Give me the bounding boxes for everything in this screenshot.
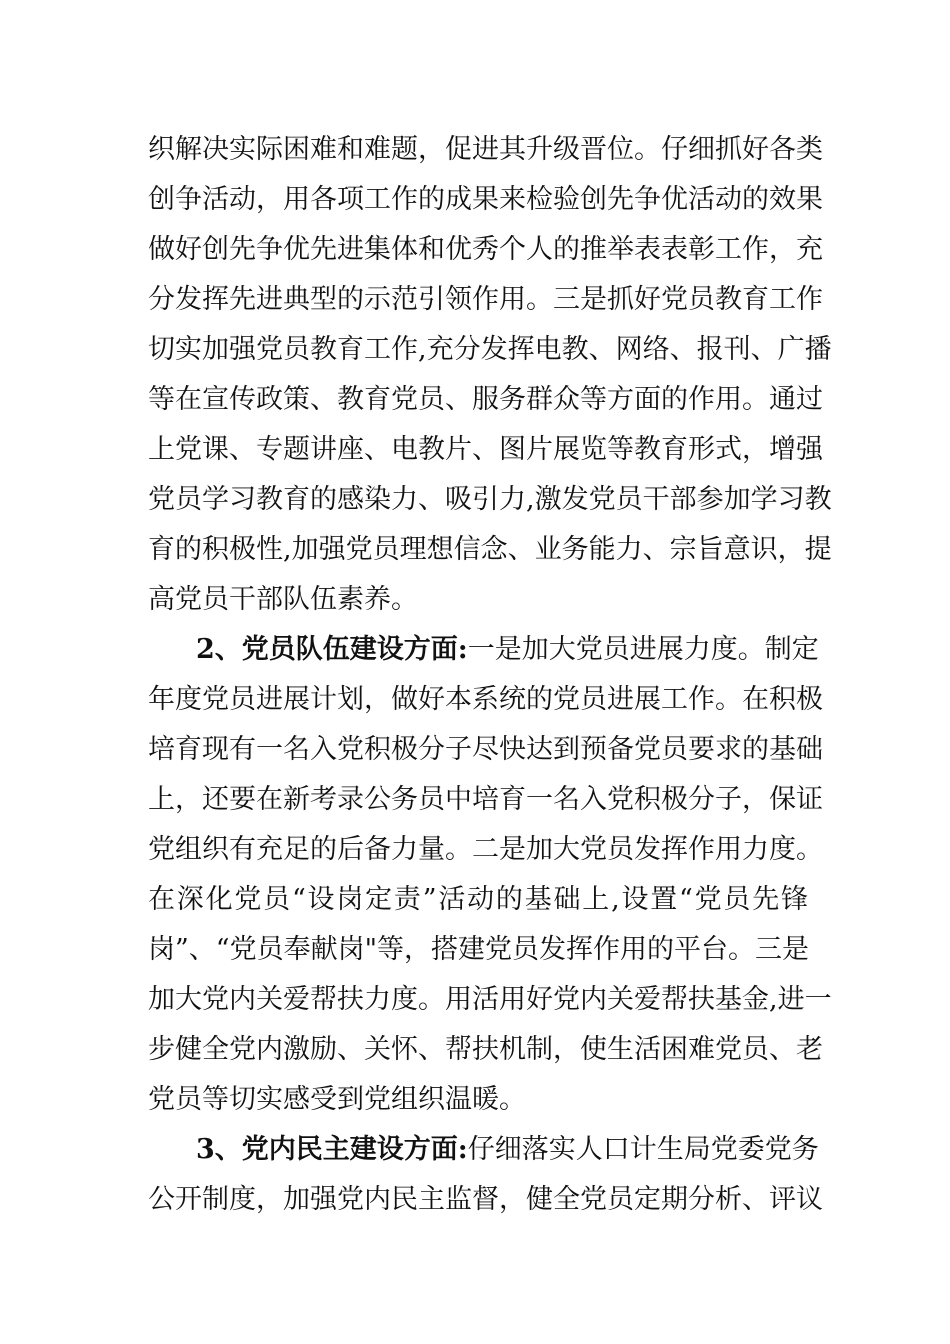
paragraph2-line-10: 党员等切实感受到党组织温暖。 xyxy=(148,1084,526,1115)
paragraph3-line-2: 公开制度，加强党内民主监督，健全党员定期分析、评议 xyxy=(148,1184,823,1215)
paragraph1-line-7: 上党课、专题讲座、电教片、图片展览等教育形式，增强 xyxy=(148,434,823,465)
paragraph1-line-6: 等在宣传政策、教育党员、服务群众等方面的作用。通过 xyxy=(148,384,823,415)
paragraph1-line-3: 做好创先争优先进集体和优秀个人的推举表表彰工作，充 xyxy=(148,234,823,265)
paragraph2-first-line xyxy=(196,633,819,667)
paragraph2-first-line-text: 一是加大党员进展力度。制定 xyxy=(467,634,819,665)
paragraph2-line-5: 党组织有充足的后备力量。二是加大党员发挥作用力度。 xyxy=(148,834,823,865)
paragraph1-line-5: 切实加强党员教育工作,充分发挥电教、网络、报刊、广播 xyxy=(148,334,832,365)
paragraph2-line-2: 年度党员进展计划，做好本系统的党员进展工作。在积极 xyxy=(148,684,823,715)
paragraph2-line-7: 岗”、“党员奉献岗"等，搭建党员发挥作用的平台。三是 xyxy=(148,934,810,965)
paragraph2-line-4: 上，还要在新考录公务员中培育一名入党积极分子，保证 xyxy=(148,784,823,815)
paragraph1-line-4: 分发挥先进典型的示范引领作用。三是抓好党员教育工作 xyxy=(148,284,823,315)
paragraph3-first-line xyxy=(196,1133,819,1167)
paragraph3-heading: 3、党内民主建设方面: xyxy=(196,1134,468,1165)
paragraph2-heading: 2、党员队伍建设方面: xyxy=(196,634,468,665)
paragraph1-line-10: 高党员干部队伍素养。 xyxy=(148,584,418,615)
paragraph1-line-8: 党员学习教育的感染力、吸引力,激发党员干部参加学习教 xyxy=(148,484,832,515)
paragraph2-line-3: 培育现有一名入党积极分子尽快达到预备党员要求的基础 xyxy=(148,734,823,765)
paragraph3-first-line-text: 仔细落实人口计生局党委党务 xyxy=(467,1134,819,1165)
paragraph1-line-9: 育的积极性,加强党员理想信念、业务能力、宗旨意识，提 xyxy=(148,534,832,565)
paragraph2-line-8: 加大党内关爱帮扶力度。用活用好党内关爱帮扶基金,进一 xyxy=(148,984,832,1015)
paragraph1-line-1: 织解决实际困难和难题，促进其升级晋位。仔细抓好各类 xyxy=(148,134,823,165)
paragraph2-line-6: 在深化党员“设岗定责”活动的基础上,设置“党员先锋 xyxy=(148,884,808,915)
paragraph2-line-9: 步健全党内激励、关怀、帮扶机制，使生活困难党员、老 xyxy=(148,1034,823,1065)
paragraph1-line-2: 创争活动，用各项工作的成果来检验创先争优活动的效果 xyxy=(148,184,823,215)
